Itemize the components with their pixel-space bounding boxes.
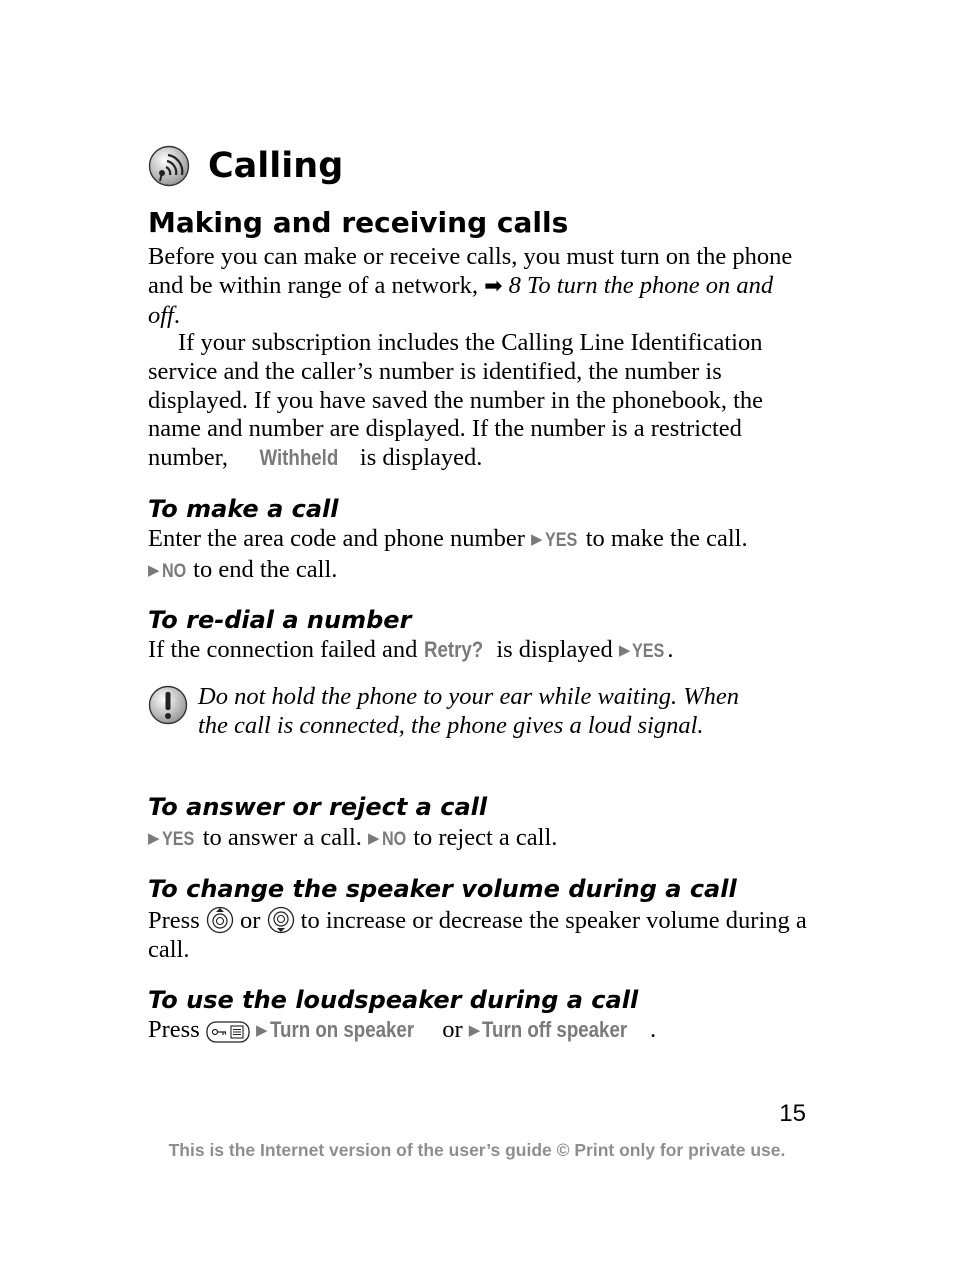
clip-paragraph (148, 329, 808, 473)
intro-text: Before you can make or receive calls, you must turn on the phone and be within range of a network, (148, 243, 793, 299)
footer-notice: This is the Internet version of the user’s guide © Print only for private use. (168, 1140, 786, 1160)
redial-start: If the connection failed and (148, 636, 418, 663)
retry-label: Retry? (423, 637, 483, 662)
end-call-text: to end the call. (193, 555, 338, 583)
loudspeaker-heading: To use the loudspeaker during a call (148, 986, 639, 1014)
answer-text (148, 824, 808, 855)
redial-mid: is displayed (496, 636, 613, 663)
chapter-header (148, 138, 343, 194)
triangle-icon: ▶ (530, 530, 543, 548)
page-number: 15 (779, 1100, 806, 1127)
intro-paragraph (148, 243, 808, 330)
navigation-down-key-icon[interactable] (267, 906, 295, 934)
answer-end: to reject a call. (413, 824, 558, 851)
volume-text (148, 906, 808, 965)
section-title: Making and receiving calls (148, 206, 569, 239)
volume-or: or (239, 907, 261, 934)
triangle-icon: ▶ (618, 641, 631, 659)
clip-text: If your subscription includes the Calling Line Identification service and the caller’s number is identified, the number is displayed. If you have saved the number in the phonebook, the name and number are displayed. If the number is a restricted number, (148, 329, 764, 472)
intro-reference[interactable]: 8 To turn the phone on and off (148, 271, 774, 329)
navigation-up-key-icon[interactable] (206, 906, 234, 934)
yes-softkey[interactable]: YES (161, 829, 194, 850)
exclamation-icon (148, 685, 188, 725)
calling-icon (148, 145, 190, 187)
volume-press: Press (148, 907, 200, 934)
turn-on-speaker-option[interactable]: Turn on speaker (269, 1017, 414, 1042)
chapter-title: Calling (208, 145, 344, 186)
intro-end: . (173, 301, 180, 329)
yes-softkey[interactable]: YES (544, 530, 577, 551)
redial-text (148, 636, 808, 667)
loudspeaker-end: . (650, 1016, 657, 1043)
withheld-label: Withheld (259, 445, 339, 471)
clip-end: is displayed. (359, 444, 483, 472)
answer-mid: to answer a call. (202, 824, 362, 851)
loudspeaker-text (148, 1016, 808, 1045)
yes-softkey[interactable]: YES (632, 641, 665, 662)
redial-heading: To re-dial a number (148, 606, 412, 634)
make-call-text (148, 525, 808, 587)
options-key-icon[interactable] (206, 1021, 250, 1043)
no-softkey[interactable]: NO (161, 560, 186, 582)
triangle-icon: ▶ (255, 1021, 268, 1039)
loudspeaker-press: Press (148, 1016, 200, 1043)
make-call-heading: To make a call (148, 495, 339, 523)
volume-heading: To change the speaker volume during a call (148, 875, 737, 903)
turn-off-speaker-option[interactable]: Turn off speaker (482, 1017, 628, 1042)
volume-end: to increase or decrease the speaker volume during a call. (148, 907, 807, 963)
answer-heading: To answer or reject a call (148, 793, 488, 821)
warning-note: Do not hold the phone to your ear while waiting. When the call is connected, the phone gives a loud signal. (198, 683, 739, 739)
loudspeaker-or: or (442, 1016, 463, 1043)
redial-end: . (667, 636, 674, 663)
make-call-start: Enter the area code and phone number (148, 525, 525, 552)
no-softkey[interactable]: NO (381, 829, 406, 850)
triangle-icon: ▶ (468, 1021, 481, 1039)
reference-arrow-icon: ➡ (484, 273, 503, 299)
make-call-end: to make the call. (585, 525, 748, 552)
triangle-icon: ▶ (368, 829, 380, 847)
triangle-icon: ▶ (148, 560, 160, 579)
triangle-icon: ▶ (148, 829, 160, 847)
